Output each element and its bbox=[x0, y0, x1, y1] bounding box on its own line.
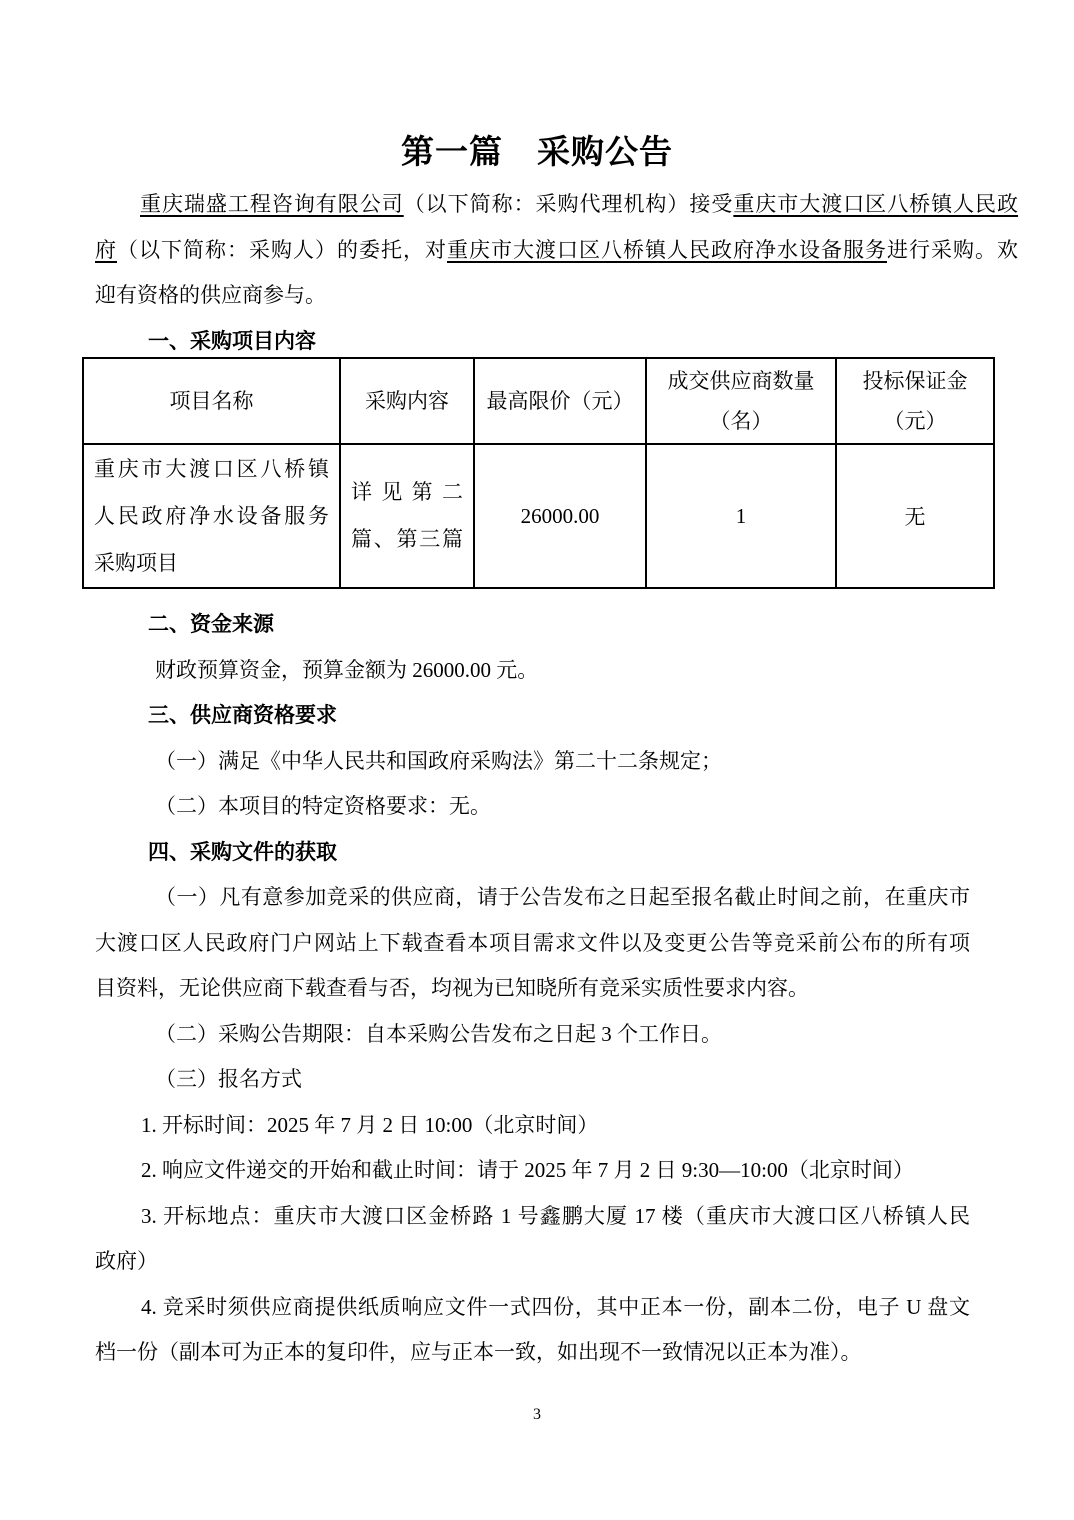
procurement-table bbox=[82, 357, 995, 589]
response-document-requirement-line: 4. 竞采时须供应商提供纸质响应文件一式四份，其中正本一份，副本二份，电子 U 盘文 bbox=[141, 1294, 970, 1319]
page-number: 3 bbox=[533, 1406, 541, 1423]
header-project: 项目名称 bbox=[83, 358, 340, 444]
submission-time: 2. 响应文件递交的开始和截止时间：请于 2025 年 7 月 2 日 9:30—10:00（北京时间） bbox=[141, 1158, 914, 1182]
cell-project-name: 重庆市大渡口区八桥镇 人民政府净水设备服务 采购项目 bbox=[83, 444, 340, 588]
intro-line bbox=[95, 228, 1018, 274]
bid-opening-time: 1. 开标时间：2025 年 7 月 2 日 10:00（北京时间） bbox=[141, 1112, 599, 1137]
agency-name-underlined: 重庆瑞盛工程咨询有限公司 bbox=[140, 192, 404, 216]
registration-method-heading: （三）报名方式 bbox=[155, 1067, 302, 1091]
page-title: 第一篇 采购公告 bbox=[401, 133, 673, 170]
intro-line bbox=[95, 182, 1018, 228]
bid-opening-location-line: 3. 开标地点：重庆市大渡口区金桥路 1 号鑫鹏大厦 17 楼（重庆市大渡口区八桥镇人民 bbox=[141, 1203, 970, 1228]
intro-text: （以下简称：采购人）的委托，对 bbox=[117, 237, 447, 262]
cell-procurement-content: 详见第二 篇、第三篇 bbox=[340, 444, 474, 588]
intro-text: 迎有资格的供应商参与。 bbox=[95, 283, 326, 307]
bid-opening-location-line: 政府） bbox=[95, 1249, 158, 1273]
document-access-line: （一）凡有意参加竞采的供应商，请于公告发布之日起至报名截止时间之前，在重庆市 bbox=[155, 885, 970, 909]
funding-source-text: 财政预算资金，预算金额为 26000.00 元。 bbox=[155, 657, 539, 682]
qualification-item-2: （二）本项目的特定资格要求：无。 bbox=[155, 794, 491, 818]
announcement-period-text: （二）采购公告期限：自本采购公告发布之日起 3 个工作日。 bbox=[155, 1021, 722, 1046]
purchaser-name-underlined: 府 bbox=[95, 237, 117, 262]
intro-text: （以下简称：采购代理机构）接受 bbox=[403, 192, 734, 216]
response-document-requirement-line: 档一份（副本可为正本的复印件，应与正本一致，如出现不一致情况以正本为准）。 bbox=[95, 1340, 862, 1364]
section-heading-1: 一、采购项目内容 bbox=[148, 329, 316, 353]
project-name-underlined: 重庆市大渡口区八桥镇人民政府净水设备服务 bbox=[447, 237, 887, 262]
intro-text: 进行采购。欢 bbox=[887, 237, 1018, 262]
document-access-line: 目资料，无论供应商下载查看与否，均视为已知晓所有竞采实质性要求内容。 bbox=[95, 976, 809, 1000]
document-access-line: 大渡口区人民政府门户网站上下载查看本项目需求文件以及变更公告等竞采前公布的所有项 bbox=[95, 930, 970, 955]
header-content: 采购内容 bbox=[340, 358, 474, 444]
section-heading-2: 二、资金来源 bbox=[148, 613, 274, 636]
cell-bid-deposit: 无 bbox=[836, 444, 994, 588]
header-price: 最高限价（元） bbox=[474, 358, 646, 444]
table-data-row bbox=[83, 444, 994, 588]
cell-max-price: 26000.00 bbox=[474, 444, 646, 588]
header-deposit: 投标保证金 （元） bbox=[836, 358, 994, 444]
intro-line bbox=[95, 273, 1018, 319]
section-heading-3: 三、供应商资格要求 bbox=[148, 704, 337, 727]
header-winners: 成交供应商数量 （名） bbox=[646, 358, 836, 444]
cell-winner-count: 1 bbox=[646, 444, 836, 588]
table-header-row bbox=[83, 358, 994, 444]
qualification-item-1: （一）满足《中华人民共和国政府采购法》第二十二条规定； bbox=[155, 748, 722, 773]
section-heading-4: 四、采购文件的获取 bbox=[148, 840, 337, 864]
purchaser-name-underlined: 重庆市大渡口区八桥镇人民政 bbox=[733, 192, 1019, 216]
